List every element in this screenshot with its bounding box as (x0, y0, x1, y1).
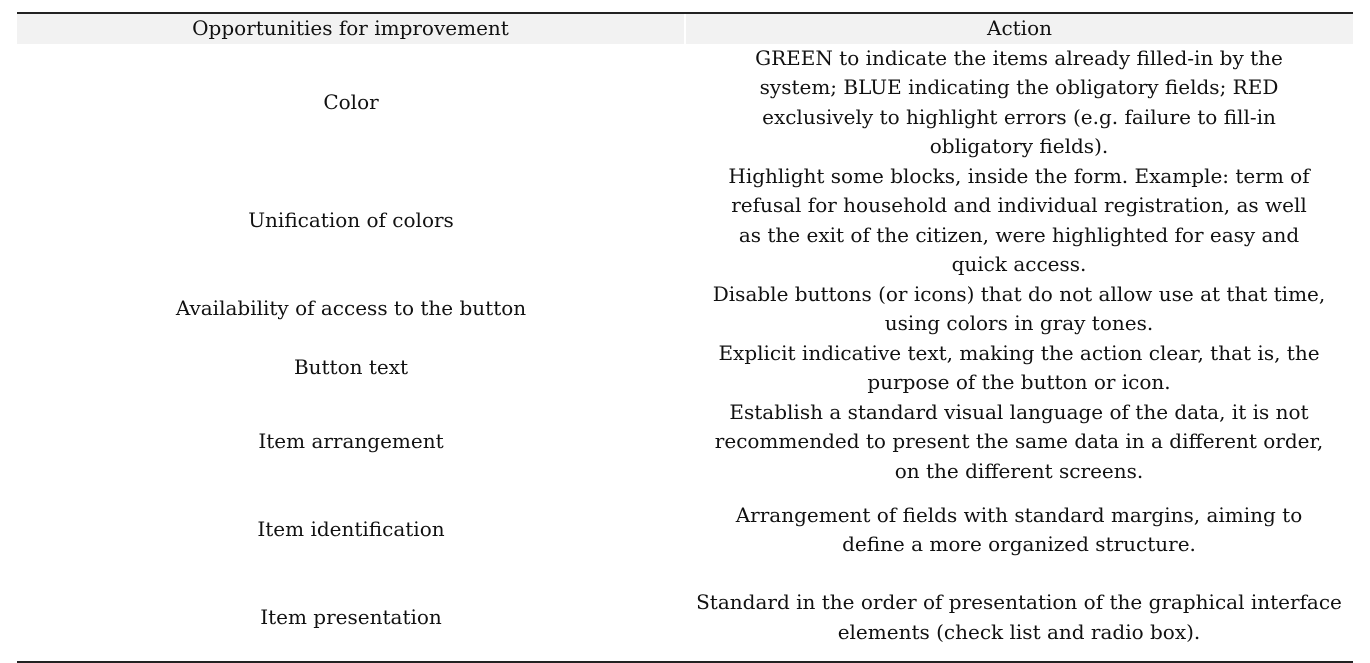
table-row (17, 162, 1353, 280)
table-row (17, 398, 1353, 487)
header-opportunities: Opportunities for improvement (17, 13, 685, 44)
table-row (17, 44, 1353, 162)
header-action: Action (685, 13, 1353, 44)
action-cell: Disable buttons (or icons) that do not allow use at that time, using colors in gray tones. (712, 281, 1326, 335)
table-row (17, 486, 1353, 574)
table-row (17, 280, 1353, 339)
opportunity-cell: Item presentation (17, 574, 685, 662)
table-row (17, 339, 1353, 398)
table-body (17, 44, 1353, 663)
opportunity-cell: Unification of colors (248, 207, 454, 232)
action-cell: Highlight some blocks, inside the form. Example: term of refusal for household and individual registration, as well as the exit of the citizen, were highlighted for easy and quick access. (728, 163, 1310, 276)
action-cell: Arrangement of fields with standard margins, aiming to define a more organized structure. (735, 502, 1303, 556)
header-row (17, 13, 1353, 44)
action-cell: Standard in the order of presentation of the graphical interface elements (check list and radio box). (685, 574, 1353, 662)
improvement-table (17, 12, 1353, 663)
action-cell: GREEN to indicate the items already filled-in by the system; BLUE indicating the obligatory fields; RED exclusively to highlight errors (e.g. failure to fill-in obligatory fields). (755, 45, 1283, 158)
table-row (17, 574, 1353, 662)
table-header (17, 13, 1353, 44)
opportunity-cell: Button text (293, 355, 409, 380)
opportunity-cell: Item identification (257, 517, 445, 542)
action-cell: Establish a standard visual language of the data, it is not recommended to present the same data in a different order, on the different screens. (714, 399, 1324, 483)
opportunity-cell: Availability of access to the button (175, 296, 527, 321)
action-cell: Explicit indicative text, making the action clear, that is, the purpose of the button or icon. (718, 340, 1320, 394)
opportunity-cell: Item arrangement (258, 429, 444, 453)
opportunity-cell: Color (323, 89, 379, 114)
